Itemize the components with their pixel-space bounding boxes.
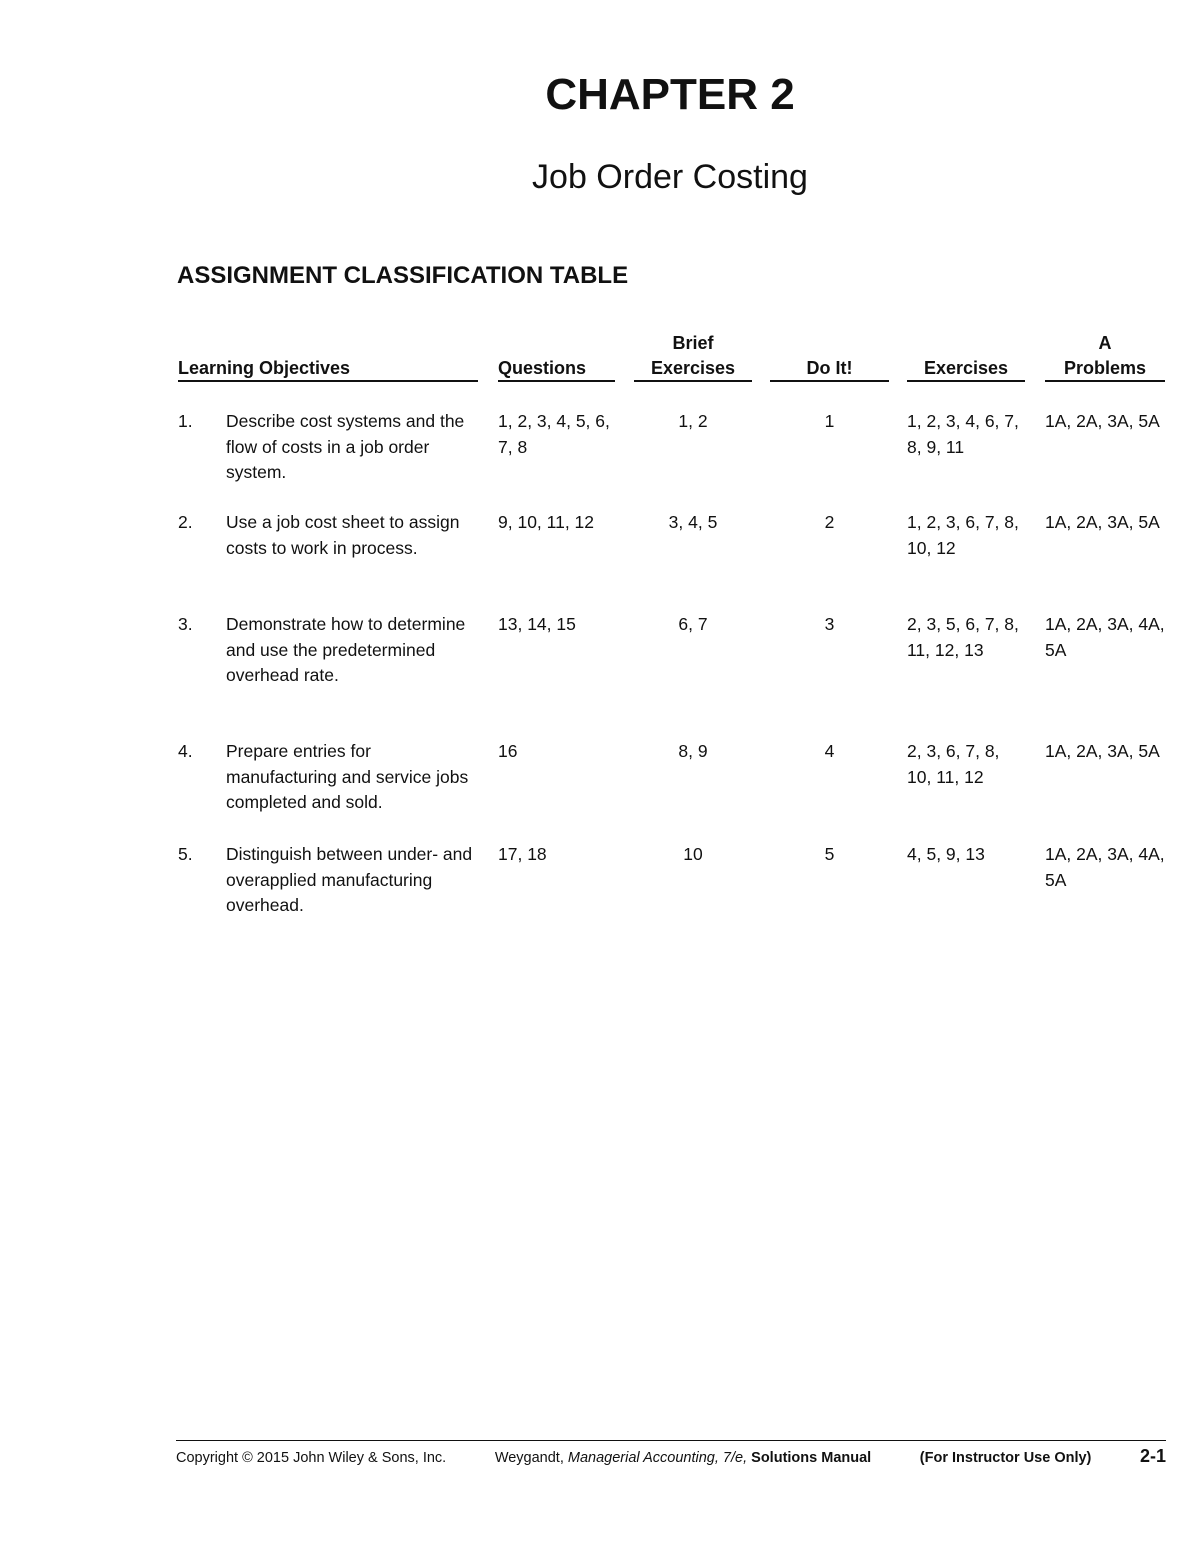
cell-lo: Use a job cost sheet to assign costs to work in process. [226,512,460,558]
cell-q: 1, 2, 3, 4, 5, 6, 7, 8 [498,411,610,457]
cell-ex: 4, 5, 9, 13 [907,844,985,864]
cell-num: 2. [178,512,193,532]
cell-be: 3, 4, 5 [668,512,718,532]
instructor-note: (For Instructor Use Only) [919,1450,1092,1466]
cell-q: 16 [498,741,518,761]
cell-q: 9, 10, 11, 12 [498,512,595,532]
cell-pr: 1A, 2A, 3A, 5A [1045,741,1160,761]
header-exercises: Exercises [907,331,1025,382]
cell-pr: 1A, 2A, 3A, 5A [1045,411,1160,431]
cell-ex: 2, 3, 5, 6, 7, 8, 11, 12, 13 [907,614,1019,660]
cell-q: 17, 18 [498,844,547,864]
cell-ex: 1, 2, 3, 6, 7, 8, 10, 12 [907,512,1019,558]
cell-pr: 1A, 2A, 3A, 4A, 5A [1045,614,1165,660]
page-number: 2-1 [1139,1446,1166,1466]
header-brief-exercises: Brief Exercises [634,331,752,382]
cell-ex: 2, 3, 6, 7, 8, 10, 11, 12 [907,741,1000,787]
cell-di: 3 [824,614,835,634]
cell-be: 8, 9 [678,741,708,761]
cell-lo: Describe cost systems and the flow of costs in a job order system. [226,411,465,482]
cell-num: 1. [178,411,193,431]
cell-be: 1, 2 [678,411,708,431]
cell-lo: Distinguish between under- and overapplied manufacturing overhead. [226,844,473,915]
cell-ex: 1, 2, 3, 4, 6, 7, 8, 9, 11 [907,411,1019,457]
cell-di: 1 [824,411,835,431]
cell-di: 2 [824,512,835,532]
cell-lo: Prepare entries for manufacturing and service jobs completed and sold. [226,741,469,812]
chapter-title: Job Order Costing [532,158,808,196]
header-learning-objectives: Learning Objectives [178,331,478,382]
cell-pr: 1A, 2A, 3A, 4A, 5A [1045,844,1165,890]
cell-di: 5 [824,844,835,864]
copyright: Copyright © 2015 John Wiley & Sons, Inc. [176,1450,447,1466]
cell-di: 4 [824,741,835,761]
footer [176,1440,1166,1467]
cell-q: 13, 14, 15 [498,614,576,634]
cell-num: 3. [178,614,193,634]
book-info: Weygandt, Managerial Accounting, 7/e, Solutions Manual [494,1450,872,1466]
cell-num: 4. [178,741,193,761]
header-a-problems: A Problems [1045,331,1165,382]
cell-be: 10 [683,844,703,864]
header-questions: Questions [498,331,615,382]
cell-be: 6, 7 [678,614,708,634]
header-do-it: Do It! [770,331,889,382]
cell-num: 5. [178,844,193,864]
cell-pr: 1A, 2A, 3A, 5A [1045,512,1160,532]
cell-lo: Demonstrate how to determine and use the predetermined overhead rate. [226,614,466,685]
section-heading: ASSIGNMENT CLASSIFICATION TABLE [177,262,629,289]
chapter-heading: CHAPTER 2 [545,70,795,119]
